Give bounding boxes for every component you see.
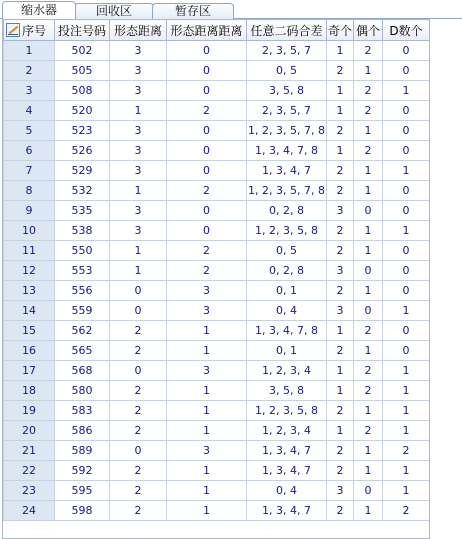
cell-pattern-distance: 2 [110,501,167,521]
cell-seq: 20 [4,421,55,441]
cell-even-count: 1 [354,341,383,361]
cell-d-count: 0 [383,241,430,261]
cell-bet-number: 589 [55,441,110,461]
cell-bet-number: 580 [55,381,110,401]
cell-two-code-diff: 0, 2, 8 [247,261,327,281]
table-row[interactable] [4,321,430,341]
cell-pattern-distance: 0 [110,281,167,301]
cell-bet-number: 535 [55,201,110,221]
cell-pattern-distance: 2 [110,401,167,421]
cell-bet-number: 568 [55,361,110,381]
cell-odd-count: 2 [327,61,354,81]
cell-seq: 12 [4,261,55,281]
cell-d-count: 0 [383,281,430,301]
cell-d-count: 1 [383,461,430,481]
tab-strip [0,0,462,19]
cell-even-count: 2 [354,41,383,61]
cell-bet-number: 502 [55,41,110,61]
cell-seq: 9 [4,201,55,221]
cell-pattern-distance: 3 [110,201,167,221]
cell-even-count: 2 [354,381,383,401]
table-row[interactable] [4,141,430,161]
cell-two-code-diff: 1, 2, 3, 5, 7, 8 [247,181,327,201]
cell-odd-count: 2 [327,241,354,261]
cell-seq: 16 [4,341,55,361]
cell-two-code-diff: 2, 3, 5, 7 [247,101,327,121]
cell-even-count: 0 [354,261,383,281]
cell-odd-count: 3 [327,301,354,321]
cell-two-code-diff: 0, 1 [247,341,327,361]
cell-d-count: 1 [383,221,430,241]
table-row[interactable] [4,341,430,361]
cell-bet-number: 523 [55,121,110,141]
cell-d-count: 0 [383,321,430,341]
cell-two-code-diff: 0, 2, 8 [247,201,327,221]
cell-even-count: 0 [354,301,383,321]
cell-even-count: 0 [354,201,383,221]
cell-odd-count: 2 [327,281,354,301]
cell-two-code-diff: 3, 5, 8 [247,381,327,401]
cell-even-count: 0 [354,481,383,501]
cell-two-code-diff: 1, 2, 3, 4 [247,361,327,381]
cell-seq: 17 [4,361,55,381]
table-row[interactable] [4,381,430,401]
table-row[interactable] [4,481,430,501]
cell-pattern-distance: 0 [110,361,167,381]
cell-bet-number: 532 [55,181,110,201]
cell-even-count: 2 [354,321,383,341]
cell-d-count: 1 [383,161,430,181]
cell-seq: 24 [4,501,55,521]
table-row[interactable] [4,301,430,321]
cell-d-count: 1 [383,81,430,101]
cell-odd-count: 2 [327,501,354,521]
cell-pattern-distance-distance: 0 [167,201,247,221]
cell-d-count: 0 [383,261,430,281]
cell-odd-count: 1 [327,81,354,101]
cell-even-count: 2 [354,361,383,381]
cell-bet-number: 583 [55,401,110,421]
cell-d-count: 0 [383,121,430,141]
cell-even-count: 1 [354,181,383,201]
cell-pattern-distance: 3 [110,161,167,181]
cell-even-count: 2 [354,81,383,101]
cell-two-code-diff: 1, 2, 3, 5, 8 [247,401,327,421]
cell-pattern-distance: 3 [110,141,167,161]
cell-even-count: 1 [354,61,383,81]
cell-two-code-diff: 1, 3, 4, 7, 8 [247,141,327,161]
cell-two-code-diff: 1, 3, 4, 7 [247,441,327,461]
cell-seq: 21 [4,441,55,461]
cell-odd-count: 2 [327,461,354,481]
cell-pattern-distance: 2 [110,381,167,401]
cell-two-code-diff: 0, 1 [247,281,327,301]
cell-bet-number: 562 [55,321,110,341]
cell-pattern-distance-distance: 3 [167,281,247,301]
cell-d-count: 1 [383,301,430,321]
table-row[interactable] [4,41,430,61]
cell-d-count: 2 [383,501,430,521]
table-row[interactable] [4,81,430,101]
cell-pattern-distance: 3 [110,81,167,101]
cell-pattern-distance: 2 [110,421,167,441]
cell-pattern-distance: 3 [110,61,167,81]
cell-odd-count: 3 [327,481,354,501]
column-header-odd-count[interactable]: 奇个 [327,20,354,41]
cell-bet-number: 505 [55,61,110,81]
cell-two-code-diff: 0, 5 [247,241,327,261]
cell-pattern-distance-distance: 1 [167,321,247,341]
table-row[interactable] [4,461,430,481]
cell-pattern-distance: 3 [110,121,167,141]
cell-d-count: 1 [383,421,430,441]
cell-pattern-distance: 3 [110,41,167,61]
table-row[interactable] [4,421,430,441]
cell-seq: 22 [4,461,55,481]
cell-seq: 14 [4,301,55,321]
column-header-two-code-diff[interactable]: 任意二码合差 [247,20,327,41]
cell-odd-count: 1 [327,421,354,441]
cell-pattern-distance-distance: 2 [167,181,247,201]
cell-bet-number: 526 [55,141,110,161]
cell-pattern-distance-distance: 0 [167,221,247,241]
cell-two-code-diff: 1, 3, 4, 7 [247,461,327,481]
cell-seq: 13 [4,281,55,301]
cell-pattern-distance-distance: 1 [167,481,247,501]
cell-bet-number: 538 [55,221,110,241]
cell-two-code-diff: 1, 2, 3, 4 [247,421,327,441]
cell-two-code-diff: 2, 3, 5, 7 [247,41,327,61]
table-row[interactable] [4,261,430,281]
cell-seq: 2 [4,61,55,81]
cell-d-count: 1 [383,481,430,501]
cell-d-count: 1 [383,401,430,421]
cell-bet-number: 550 [55,241,110,261]
cell-d-count: 0 [383,341,430,361]
cell-bet-number: 586 [55,421,110,441]
cell-even-count: 2 [354,421,383,441]
column-header-seq[interactable]: 序号 [4,20,55,41]
cell-bet-number: 559 [55,301,110,321]
cell-two-code-diff: 1, 2, 3, 5, 7, 8 [247,121,327,141]
cell-seq: 4 [4,101,55,121]
cell-odd-count: 2 [327,441,354,461]
cell-pattern-distance: 0 [110,441,167,461]
cell-d-count: 0 [383,141,430,161]
table-row[interactable] [4,441,430,461]
table-row[interactable] [4,281,430,301]
cell-pattern-distance-distance: 2 [167,261,247,281]
cell-two-code-diff: 0, 4 [247,481,327,501]
cell-even-count: 1 [354,501,383,521]
cell-odd-count: 1 [327,141,354,161]
table-row[interactable] [4,61,430,81]
cell-even-count: 1 [354,221,383,241]
cell-d-count: 0 [383,181,430,201]
cell-odd-count: 2 [327,221,354,241]
cell-odd-count: 3 [327,201,354,221]
cell-seq: 7 [4,161,55,181]
cell-odd-count: 1 [327,361,354,381]
cell-pattern-distance: 1 [110,261,167,281]
cell-two-code-diff: 0, 4 [247,301,327,321]
cell-pattern-distance-distance: 1 [167,381,247,401]
table-row[interactable] [4,501,430,521]
tab-recycle[interactable]: 回收区 [74,3,154,19]
results-grid[interactable] [2,19,430,539]
cell-two-code-diff: 1, 3, 4, 7, 8 [247,321,327,341]
cell-pattern-distance: 1 [110,101,167,121]
cell-pattern-distance-distance: 3 [167,441,247,461]
cell-bet-number: 565 [55,341,110,361]
cell-pattern-distance: 3 [110,221,167,241]
table-row[interactable] [4,121,430,141]
tab-shrinker[interactable]: 缩水器 [2,1,76,19]
cell-odd-count: 3 [327,261,354,281]
cell-even-count: 1 [354,441,383,461]
cell-pattern-distance-distance: 1 [167,421,247,441]
cell-bet-number: 508 [55,81,110,101]
cell-d-count: 0 [383,101,430,121]
cell-two-code-diff: 1, 3, 4, 7 [247,161,327,181]
cell-two-code-diff: 3, 5, 8 [247,81,327,101]
cell-odd-count: 2 [327,401,354,421]
cell-pattern-distance-distance: 0 [167,121,247,141]
table-row[interactable] [4,201,430,221]
cell-even-count: 1 [354,241,383,261]
cell-pattern-distance-distance: 0 [167,81,247,101]
cell-even-count: 1 [354,401,383,421]
cell-odd-count: 2 [327,121,354,141]
cell-seq: 6 [4,141,55,161]
cell-odd-count: 1 [327,381,354,401]
cell-pattern-distance-distance: 1 [167,341,247,361]
cell-pattern-distance-distance: 2 [167,241,247,261]
cell-pattern-distance: 2 [110,321,167,341]
cell-bet-number: 556 [55,281,110,301]
cell-bet-number: 529 [55,161,110,181]
cell-pattern-distance-distance: 0 [167,41,247,61]
cell-d-count: 0 [383,201,430,221]
cell-pattern-distance: 2 [110,461,167,481]
cell-bet-number: 592 [55,461,110,481]
cell-pattern-distance: 2 [110,341,167,361]
cell-odd-count: 1 [327,101,354,121]
cell-pattern-distance-distance: 0 [167,161,247,181]
cell-seq: 11 [4,241,55,261]
cell-bet-number: 520 [55,101,110,121]
cell-pattern-distance-distance: 2 [167,101,247,121]
cell-odd-count: 2 [327,341,354,361]
cell-pattern-distance-distance: 1 [167,401,247,421]
cell-pattern-distance-distance: 3 [167,301,247,321]
cell-odd-count: 1 [327,321,354,341]
cell-seq: 5 [4,121,55,141]
table-row[interactable] [4,101,430,121]
cell-bet-number: 595 [55,481,110,501]
cell-seq: 23 [4,481,55,501]
edit-pencil-icon [6,23,20,37]
cell-pattern-distance-distance: 0 [167,141,247,161]
table-row[interactable] [4,361,430,381]
cell-seq: 15 [4,321,55,341]
cell-d-count: 0 [383,41,430,61]
cell-even-count: 1 [354,281,383,301]
cell-even-count: 1 [354,461,383,481]
cell-pattern-distance: 1 [110,241,167,261]
cell-odd-count: 1 [327,41,354,61]
cell-d-count: 0 [383,61,430,81]
cell-two-code-diff: 1, 2, 3, 5, 8 [247,221,327,241]
cell-even-count: 1 [354,161,383,181]
results-table [3,19,430,521]
cell-pattern-distance-distance: 1 [167,501,247,521]
cell-seq: 1 [4,41,55,61]
cell-even-count: 1 [354,121,383,141]
table-row[interactable] [4,161,430,181]
cell-odd-count: 2 [327,181,354,201]
column-header-d-count[interactable]: D数个 [383,20,430,41]
column-header-even-count[interactable]: 偶个 [354,20,383,41]
cell-even-count: 2 [354,141,383,161]
column-header-pattern-distance[interactable]: 形态距离 [110,20,167,41]
cell-seq: 8 [4,181,55,201]
cell-pattern-distance: 2 [110,481,167,501]
cell-two-code-diff: 0, 5 [247,61,327,81]
cell-two-code-diff: 1, 3, 4, 7 [247,501,327,521]
cell-seq: 10 [4,221,55,241]
header-row [4,20,430,41]
cell-seq: 3 [4,81,55,101]
table-row[interactable] [4,181,430,201]
cell-pattern-distance-distance: 1 [167,461,247,481]
table-row[interactable] [4,221,430,241]
cell-pattern-distance-distance: 0 [167,61,247,81]
cell-seq: 19 [4,401,55,421]
cell-d-count: 1 [383,381,430,401]
cell-pattern-distance: 1 [110,181,167,201]
cell-pattern-distance: 0 [110,301,167,321]
column-header-bet-number[interactable]: 投注号码 [55,20,110,41]
cell-d-count: 1 [383,361,430,381]
cell-d-count: 2 [383,441,430,461]
cell-pattern-distance-distance: 3 [167,361,247,381]
cell-bet-number: 553 [55,261,110,281]
cell-even-count: 2 [354,101,383,121]
cell-odd-count: 2 [327,161,354,181]
cell-bet-number: 598 [55,501,110,521]
table-row[interactable] [4,401,430,421]
cell-seq: 18 [4,381,55,401]
column-header-pattern-distance-distance[interactable]: 形态距离距离 [167,20,247,41]
tab-temp-storage[interactable]: 暂存区 [152,3,234,19]
table-row[interactable] [4,241,430,261]
